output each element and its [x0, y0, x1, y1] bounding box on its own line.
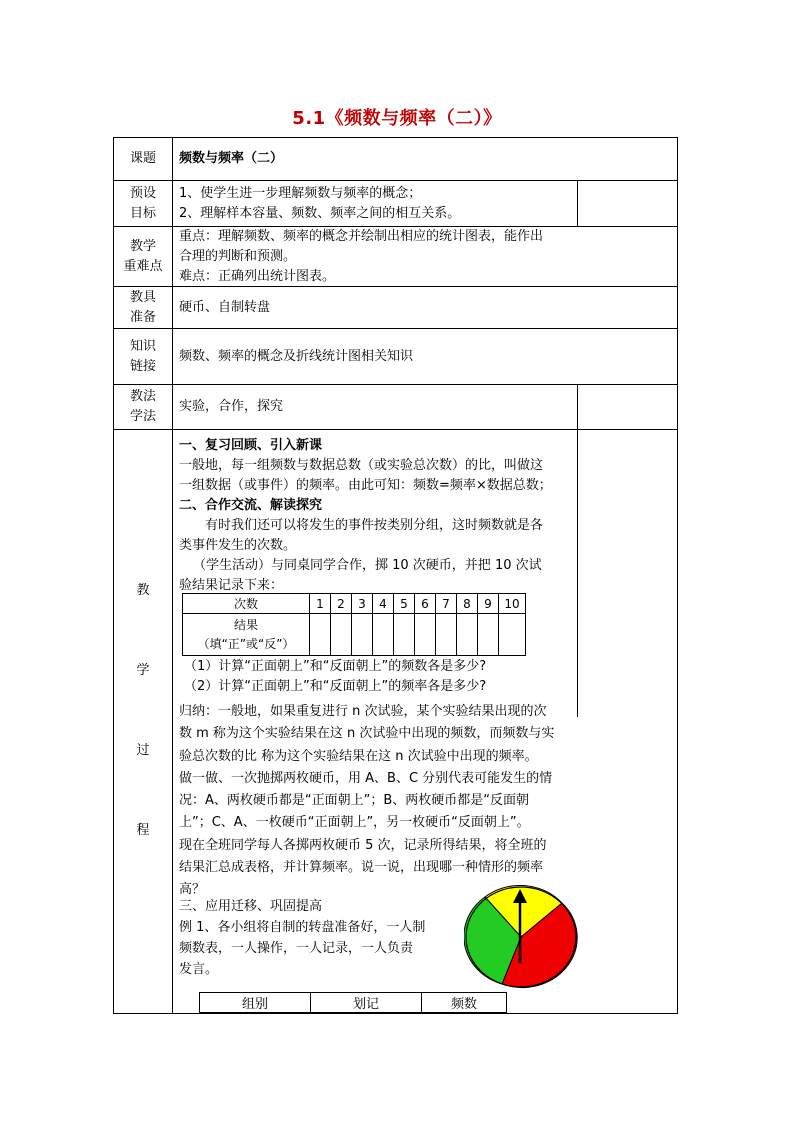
section2-title: 二、合作交流、解读探究 — [179, 498, 323, 513]
key-label: 教学 重难点 — [114, 227, 173, 286]
row-process — [114, 430, 677, 1013]
questions: （1）计算“正面朝上”和“反面朝上”的频数各是多少? （2）计算“正面朝上”和“反面朝上”的频率各是多少? — [184, 659, 487, 694]
row-topic — [114, 138, 677, 181]
coin-record-table: 次数 1 2 3 4 5 6 7 8 9 10 结果 （填“正”或“反”） — [182, 593, 526, 656]
process-note-cell — [577, 430, 677, 717]
goals-note-cell — [577, 181, 677, 226]
section3: 三、应用迁移、巩固提高 例 1、各小组将自制的转盘准备好，一人制 频数表，一人操作，一人记录，一人负责 发言。 — [179, 896, 425, 980]
topic-label: 课题 — [114, 138, 173, 180]
section3-title: 三、应用迁移、巩固提高 — [179, 899, 323, 914]
knowledge-label: 知识 链接 — [114, 329, 173, 384]
lesson-plan-table — [113, 137, 678, 1014]
goals-content: 1、使学生进一步理解频数与频率的概念； 2、理解样本容量、频数、频率之间的相互关系。 — [179, 186, 461, 221]
row-tools — [114, 287, 677, 329]
tools-label: 教具 准备 — [114, 287, 173, 328]
method-label: 教法 学法 — [114, 385, 173, 429]
process-content: 一、复习回顾、引入新课 一般地，每一组频数与数据总数（或实验总次数）的比，叫做这 一组数据（或事件）的频率。由此可知：频数=频率×数据总数； 二、合作交流、解读探究 有时我们还可以将发生的事件按类别分组，这时频数就是各 类事件发生的次数。 （学生活动）与同桌同学合作，掷 10 次硬币，并把 10 次试 验结果记录下来： — [179, 438, 552, 593]
spinner-image — [464, 885, 578, 989]
row-method — [114, 385, 677, 430]
process-label: 教 学 过 程 — [114, 430, 173, 1013]
section1-title: 一、复习回顾、引入新课 — [179, 438, 323, 453]
method-note-cell — [577, 385, 677, 429]
knowledge-value: 频数、频率的概念及折线统计图相关知识 — [179, 349, 414, 364]
summary-text: 归纳：一般地，如果重复进行 n 次试验，某个实验结果出现的次 数 m 称为这个实验结果在这 n 次试验中出现的频数，而频数与实 验总次数的比 称为这个实验结果在这 n 次试验中出现的频率。 做一做、一次抛掷两枚硬币，用 A、B、C 分别代表可能发生的情 况：A、两枚硬币都是“正面朝上”；B、两枚硬币都是“反面朝 上”；C、A、一枚硬币“正面朝上”，另一枚硬币“反面朝上”。 现在全班同学每人各掷两枚硬币 5 次，记录所得结果，将全班的 结果汇总成表格，并计算频率。说一说，出现哪一种情形的频率 高？ — [179, 704, 555, 898]
goals-label: 预设 目标 — [114, 181, 173, 226]
row-goals — [114, 181, 677, 227]
group-frequency-table: 组别 划记 频数 — [199, 992, 507, 1013]
row-key-points — [114, 227, 677, 287]
method-value: 实验，合作，探究 — [179, 399, 284, 414]
tools-value: 硬币、自制转盘 — [179, 300, 271, 315]
key-content: 重点：理解频数、频率的概念并绘制出相应的统计图表，能作出 合理的判断和预测。 难点：正确列出统计图表。 — [179, 229, 544, 284]
topic-value: 频数与频率（二） — [179, 151, 284, 166]
page-title: 5.1《频数与频率（二）》 — [292, 108, 502, 129]
row-knowledge — [114, 329, 677, 385]
